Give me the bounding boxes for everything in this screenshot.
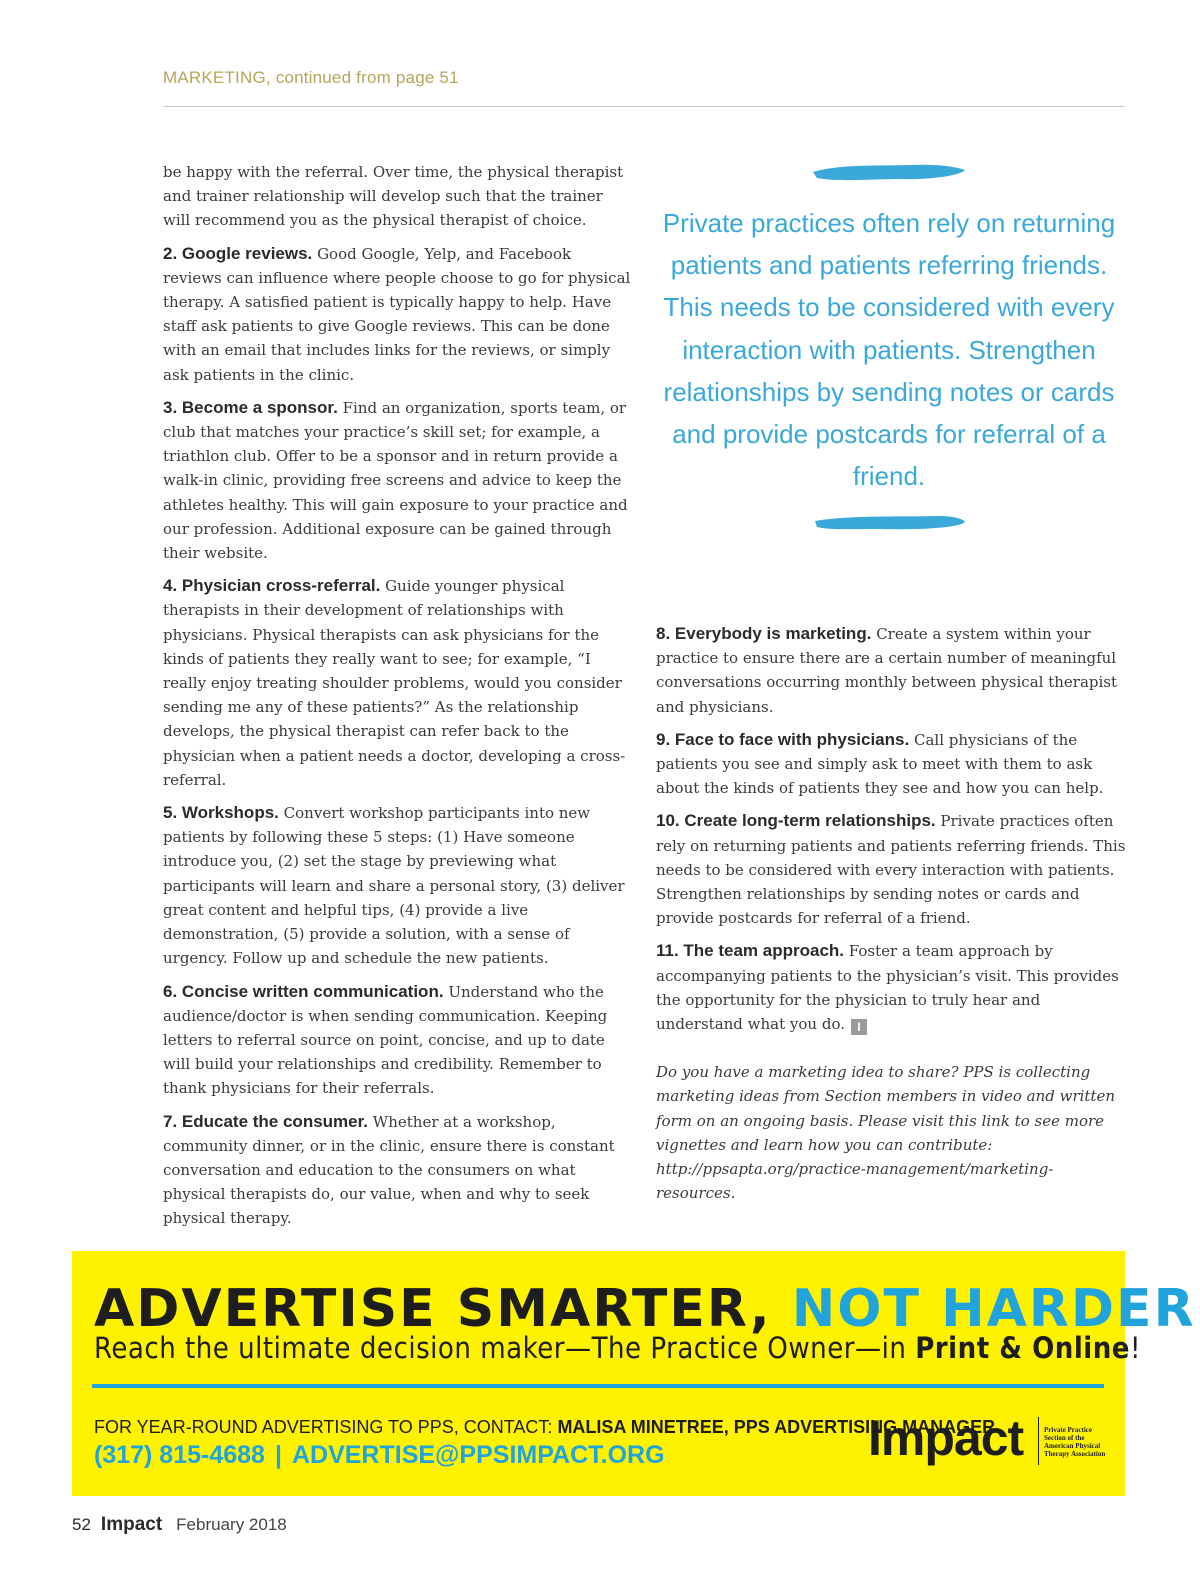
pull-quote	[652, 160, 1126, 535]
ad-divider	[92, 1384, 1104, 1388]
tip-text: Call physicians of the patients you see and simply ask to meet with them to ask about the kinds of patients they see and how you can help.	[656, 730, 1104, 798]
paragraph-continued	[163, 160, 633, 233]
tip-title: 8. Everybody is marketing.	[656, 624, 872, 643]
magazine-name: Impact	[100, 1514, 163, 1535]
ad-headline	[94, 1279, 1196, 1339]
tip-title: 2. Google reviews.	[163, 243, 313, 263]
tip-text: Whether at a workshop, community dinner, or in the clinic, ensure there is constant conversation and education to the consumers on what physical therapists do, our value, when and why to seek physical therapy.	[163, 1112, 615, 1228]
tip-educate-consumer	[163, 1110, 633, 1231]
tip-title: 7. Educate the consumer.	[163, 1111, 369, 1131]
tip-team-approach	[656, 939, 1128, 1036]
pull-quote-text: Private practices often rely on returning patients and patients referring friends. This needs to be considered with every interaction with patients. Strengthen relationships by sending notes or cards and provide postcards for referral of a friend.	[662, 208, 1116, 492]
tip-title: 9. Face to face with physicians.	[656, 729, 910, 749]
brush-stroke-bottom	[809, 511, 969, 535]
impact-logo: Impact	[868, 1410, 1024, 1466]
tip-text: Guide younger physical therapists in their development of relationships with physicians. Physical therapists can ask physicians for the kinds of patients they really want to see; for example, “I really enjoy treating shoulder problems, would you consider sending me any of these patients?” As the relationship develops, the physical therapist can refer back to the physician when a patient needs a doctor, developing a cross-referral.	[163, 577, 626, 789]
page-number: 52	[72, 1515, 91, 1534]
right-column	[656, 622, 1128, 1214]
ad-sub-plain: Reach the ultimate decision maker—The Practice Owner—in	[94, 1331, 907, 1365]
tip-text: Convert workshop participants into new patients by following these 5 steps: (1) Have someone introduce you, (2) set the stage by previewing what participants will learn and share a personal story, (3) deliver great content and helpful tips, (4) provide a live demonstration, (5) provide a solution, with a sense of urgency. Follow up and schedule the new patients.	[163, 804, 625, 968]
running-head: MARKETING, continued from page 51	[163, 68, 459, 87]
tip-title: 5. Workshops.	[163, 803, 279, 823]
tip-face-to-face	[656, 728, 1128, 801]
tip-text: Private practices often rely on returning patients and patients referring friends. This needs to be considered with every interaction with patients. Strengthen relationships by sending notes or cards and provide postcards for referral of a friend.	[656, 812, 1126, 928]
advertisement-banner	[72, 1251, 1196, 1496]
ad-sub-bold: Print & Online	[915, 1331, 1130, 1365]
ad-phone-link[interactable]: (317) 815-4688	[94, 1441, 265, 1469]
paragraph-text: be happy with the referral. Over time, the physical therapist and trainer relationship will develop such that the trainer will recommend you as the physical therapist of choice.	[163, 163, 624, 230]
tip-title: 6. Concise written communication.	[163, 981, 444, 1001]
tip-title: 4. Physician cross-referral.	[163, 576, 381, 596]
closing-note: Do you have a marketing idea to share? PPS is collecting marketing ideas from Section members in video and written form on an ongoing basis. Please visit this link to see more vignettes and learn how you can contribute: http://ppsapta.org/practice-management/marketing-resources.	[656, 1063, 1116, 1203]
tip-workshops	[163, 801, 633, 970]
ad-separator: |	[274, 1441, 282, 1469]
header-rule	[163, 106, 1125, 107]
issue-date: February 2018	[176, 1515, 287, 1534]
tip-concise-communication	[163, 980, 633, 1101]
ad-contact-details	[94, 1441, 665, 1470]
tip-become-sponsor	[163, 396, 633, 565]
logo-tagline: Private Practice Section of the American Physical Therapy Association	[1044, 1426, 1106, 1458]
tip-title: 11. The team approach.	[656, 941, 845, 961]
tip-text: Find an organization, sports team, or club that matches your practice’s skill set; for example, a triathlon club. Offer to be a sponsor and in return provide a walk-in clinic, providing free screens and advice to keep the athletes healthy. This will gain exposure to your practice and our profession. Additional exposure can be gained through their website.	[163, 398, 628, 563]
tip-text: Foster a team approach by accompanying patients to the physician’s visit. This provides the opportunity for the physician to truly hear and understand what you do.	[656, 942, 1119, 1034]
ad-headline-dark: ADVERTISE SMARTER,	[94, 1279, 772, 1339]
ad-subheadline	[94, 1331, 1141, 1365]
tip-text: Good Google, Yelp, and Facebook reviews can influence where people choose to go for physical therapy. A satisfied patient is typically happy to help. Have staff ask patients to give Google reviews. This can be done with an email that includes links for the reviews, or simply ask patients in the clinic.	[163, 244, 631, 384]
ad-sub-end: !	[1129, 1331, 1141, 1365]
tip-long-term-relationships	[656, 809, 1128, 930]
ad-headline-blue: NOT HARDER	[791, 1279, 1196, 1339]
page-footer	[72, 1514, 287, 1536]
tip-title: 3. Become a sponsor.	[163, 397, 338, 417]
tip-title: 10. Create long-term relationships.	[656, 811, 936, 831]
ad-contact-name: MALISA MINETREE, PPS ADVERTISING MANAGER	[557, 1417, 996, 1437]
tip-physician-cross-referral	[163, 574, 633, 792]
ad-email-link[interactable]: ADVERTISE@PPSIMPACT.ORG	[291, 1441, 665, 1469]
tip-google-reviews	[163, 242, 633, 387]
ad-contact-line	[94, 1417, 995, 1438]
brush-stroke-top	[809, 160, 969, 186]
tip-text: Understand who the audience/doctor is when sending communication. Keeping letters to referral source on point, concise, and up to date will build your relationships and credibility. Remember to thank physicians for their referrals.	[163, 982, 608, 1098]
tip-text: Create a system within your practice to ensure there are a certain number of meaningful conversations occurring monthly between physical therapist and physicians.	[656, 625, 1118, 716]
ad-contact-plain: FOR YEAR-ROUND ADVERTISING TO PPS, CONTACT:	[94, 1417, 553, 1437]
logo-divider	[1038, 1417, 1039, 1465]
left-column	[163, 160, 633, 1240]
tip-everybody-marketing	[656, 622, 1128, 719]
impact-end-mark-icon: I	[851, 1019, 867, 1035]
